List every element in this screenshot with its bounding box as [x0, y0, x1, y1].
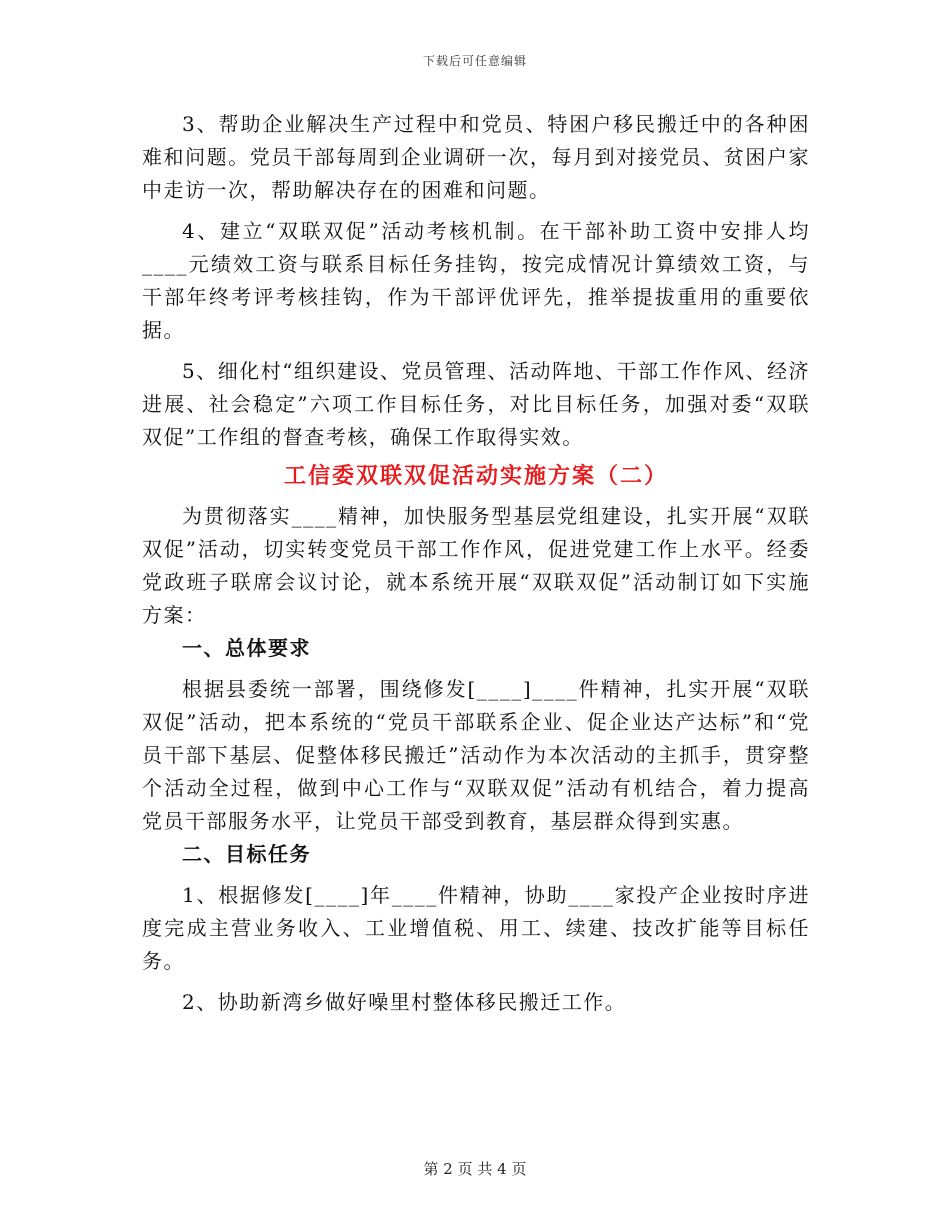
paragraph-task-2: 2、协助新湾乡做好噪里村整体移民搬迁工作。 — [182, 990, 627, 1014]
page-header-note: 下载后可任意编辑 — [422, 54, 527, 68]
paragraph-general-requirements: 根据县委统一部署，围绕修发[____]____件精神，扎实开展“双联双促”活动，把本系统的“党员干部联系企业、促企业达产达标”和“党员干部下基层、促整体移民搬迁”活动作为本次活动的主抓手，贯穿整个活动全过程，做到中心工作与“双联双促”活动有机结合，着力提高党员干部服务水平，让党员干部受到教育，基层群众得到实惠。 — [142, 677, 810, 833]
page-number-footer: 第 2 页 共 4 页 — [423, 1160, 527, 1178]
paragraph-task-1: 1、根据修发[____]年____件精神，协助____家投产企业按时序进度完成主营业务收入、工业增值税、用工、续建、技改扩能等目标任务。 — [142, 883, 810, 973]
paragraph-item-5: 5、细化村“组织建设、党员管理、活动阵地、干部工作作风、经济进展、社会稳定”六项工作目标任务，对比目标任务，加强对委“双联双促”工作组的督查考核，确保工作取得实效。 — [142, 359, 810, 449]
heading-general-requirements: 一、总体要求 — [182, 636, 311, 660]
document-body — [142, 108, 810, 1019]
paragraph-item-4: 4、建立“双联双促”活动考核机制。在干部补助工资中安排人均____元绩效工资与联系目标任务挂钩，按完成情况计算绩效工资，与干部年终考评考核挂钩，作为干部评优评先，推举提拔重用的重要依据。 — [142, 219, 810, 342]
paragraph-item-3: 3、帮助企业解决生产过程中和党员、特困户移民搬迁中的各种困难和问题。党员干部每周到企业调研一次，每月到对接党员、贫困户家中走访一次，帮助解决存在的困难和问题。 — [142, 112, 810, 202]
intro-paragraph: 为贯彻落实____精神，加快服务型基层党组建设，扎实开展“双联双促”活动，切实转变党员干部工作作风，促进党建工作上水平。经委党政班子联席会议讨论，就本系统开展“双联双促”活动制订如下实施方案： — [142, 504, 810, 627]
section-title: 工信委双联双促活动实施方案（二） — [283, 463, 668, 489]
heading-target-tasks: 二、目标任务 — [182, 842, 311, 866]
